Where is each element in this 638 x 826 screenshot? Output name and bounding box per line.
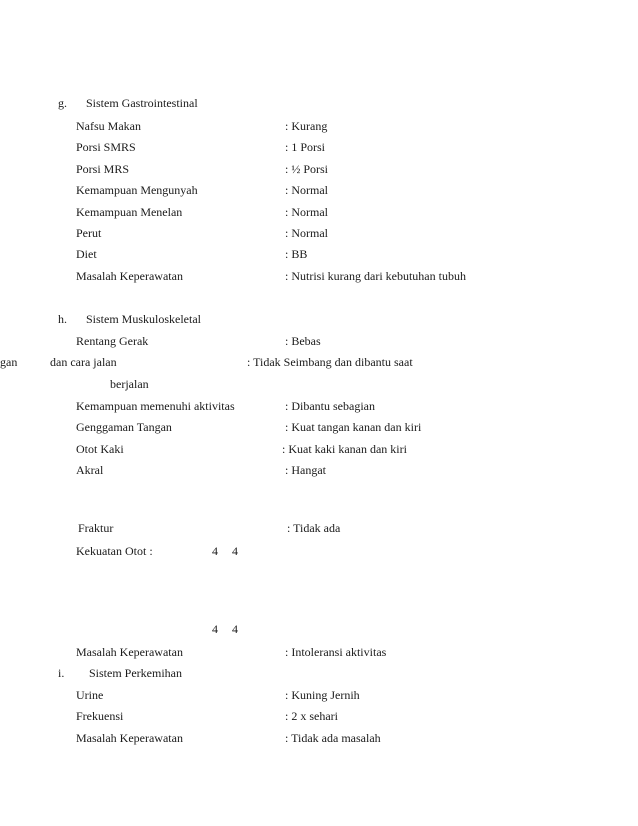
otot-kaki-value: : Kuat kaki kanan dan kiri xyxy=(282,442,407,456)
akral-label: Akral xyxy=(76,463,104,477)
masalah-keperawatan-g-value: : Nutrisi kurang dari kebutuhan tubuh xyxy=(285,269,466,283)
genggaman-tangan-label: Genggaman Tangan xyxy=(76,420,172,434)
kemampuan-mengunyah-value: : Normal xyxy=(285,183,328,197)
kemampuan-menelan-value: : Normal xyxy=(285,205,328,219)
section-g-title: Sistem Gastrointestinal xyxy=(86,96,198,110)
frekuensi-label: Frekuensi xyxy=(76,709,124,723)
cara-jalan-continuation: berjalan xyxy=(110,377,149,391)
fraktur-label: Fraktur xyxy=(78,521,114,535)
otot-kaki-label: Otot Kaki xyxy=(76,442,124,456)
rentang-gerak-label: Rentang Gerak xyxy=(76,334,149,348)
kemampuan-menelan-label: Kemampuan Menelan xyxy=(76,205,183,219)
perut-value: : Normal xyxy=(285,226,328,240)
porsi-mrs-label: Porsi MRS xyxy=(76,162,130,176)
diet-value: : BB xyxy=(285,247,308,261)
porsi-smrs-value: : 1 Porsi xyxy=(285,140,326,154)
kekuatan-otot-top-left: 4 xyxy=(212,544,218,558)
genggaman-tangan-value: : Kuat tangan kanan dan kiri xyxy=(285,420,422,434)
masalah-keperawatan-h-value: : Intoleransi aktivitas xyxy=(285,645,387,659)
kekuatan-otot-bottom-left: 4 xyxy=(212,622,218,636)
akral-value: : Hangat xyxy=(285,463,326,477)
cara-jalan-value: : Tidak Seimbang dan dibantu saat xyxy=(247,355,413,369)
section-h-marker: h. xyxy=(58,312,67,326)
cut-off-text-fragment: gan xyxy=(0,355,18,369)
cara-jalan-label: dan cara jalan xyxy=(50,355,117,369)
nafsu-makan-value: : Kurang xyxy=(285,119,328,133)
perut-label: Perut xyxy=(76,226,102,240)
kekuatan-otot-top-right: 4 xyxy=(232,544,238,558)
diet-label: Diet xyxy=(76,247,97,261)
urine-label: Urine xyxy=(76,688,104,702)
kekuatan-otot-label: Kekuatan Otot : xyxy=(76,544,153,558)
masalah-keperawatan-i-label: Masalah Keperawatan xyxy=(76,731,183,745)
kemampuan-mengunyah-label: Kemampuan Mengunyah xyxy=(76,183,198,197)
kemampuan-aktivitas-label: Kemampuan memenuhi aktivitas xyxy=(76,399,235,413)
nafsu-makan-label: Nafsu Makan xyxy=(76,119,141,133)
masalah-keperawatan-g-label: Masalah Keperawatan xyxy=(76,269,183,283)
porsi-mrs-value: : ½ Porsi xyxy=(285,162,329,176)
rentang-gerak-value: : Bebas xyxy=(285,334,321,348)
masalah-keperawatan-h-label: Masalah Keperawatan xyxy=(76,645,183,659)
porsi-smrs-label: Porsi SMRS xyxy=(76,140,136,154)
masalah-keperawatan-i-value: : Tidak ada masalah xyxy=(285,731,381,745)
section-g-marker: g. xyxy=(58,96,67,110)
section-i-title: Sistem Perkemihan xyxy=(89,666,182,680)
frekuensi-value: : 2 x sehari xyxy=(285,709,338,723)
kemampuan-aktivitas-value: : Dibantu sebagian xyxy=(285,399,375,413)
fraktur-value: : Tidak ada xyxy=(287,521,341,535)
urine-value: : Kuning Jernih xyxy=(285,688,360,702)
section-h-title: Sistem Muskuloskeletal xyxy=(86,312,201,326)
kekuatan-otot-bottom-right: 4 xyxy=(232,622,238,636)
section-i-marker: i. xyxy=(58,666,65,680)
